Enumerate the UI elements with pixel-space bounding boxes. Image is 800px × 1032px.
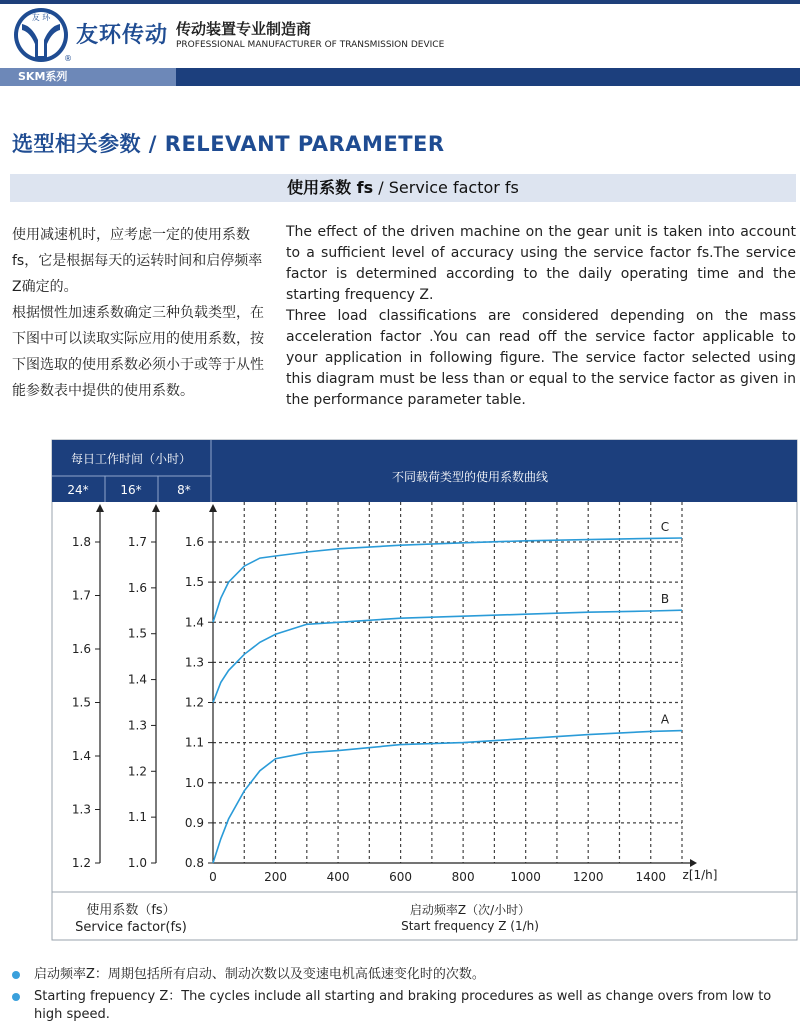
y-tick-label: 0.9 <box>184 815 204 830</box>
x-tick-label: 0 <box>209 870 217 884</box>
hours-8: 8* <box>177 483 191 497</box>
bullet-icon <box>12 993 20 1001</box>
y-tick-label: 1.8 <box>71 535 91 549</box>
y-tick-label: 1.4 <box>71 749 91 763</box>
footer-right-en: Start frequency Z (1/h) <box>401 919 539 933</box>
notes <box>12 966 800 1028</box>
x-tick-label: 400 <box>326 870 350 884</box>
hours-16: 16* <box>120 483 142 497</box>
x-tick-label: 200 <box>264 870 287 884</box>
x-axis-unit-label: z[1/h] <box>682 868 718 882</box>
hours-24: 24* <box>67 483 89 497</box>
y-tick-label: 1.3 <box>71 802 91 817</box>
y-tick-label: 1.7 <box>127 535 147 549</box>
x-tick-label: 600 <box>389 870 413 884</box>
intro-cn <box>12 222 270 404</box>
chart-frame <box>52 440 797 940</box>
subheading <box>10 174 796 202</box>
subheading-cn: 使用系数 fs <box>287 178 374 197</box>
registered-mark: ® <box>64 54 72 63</box>
intro-cn-paragraph: 根据惯性加速系数确定三种负载类型，在下图中可以读取实际应用的使用系数，按下图选取的使用系数必须小于或等于从性能参数表中提供的使用系数。 <box>12 305 264 399</box>
y-tick-label: 1.2 <box>127 764 147 779</box>
intro-en <box>286 222 796 411</box>
subheading-en: Service factor fs <box>388 178 519 197</box>
x-tick-label: 800 <box>451 870 475 884</box>
slogan-cn: 传动装置专业制造商 <box>176 20 312 38</box>
footer-left-en: Service factor(fs) <box>75 920 187 935</box>
y-tick-label: 1.2 <box>184 695 204 710</box>
series-label-a: A <box>660 712 670 727</box>
y-tick-label: 1.5 <box>71 695 91 710</box>
header-top-line <box>0 0 800 4</box>
bullet-icon <box>12 971 20 979</box>
x-tick-label: 1200 <box>572 870 604 884</box>
intro-en-paragraph: The effect of the driven machine on the gear unit is taken into account to a sufficient level of accuracy using the service factor fs.The service factor is determined according to the daily operating time and the starting frequency Z. <box>286 224 796 303</box>
y-tick-label: 1.5 <box>184 575 204 590</box>
series-label-b: B <box>660 592 670 607</box>
y-tick-label: 1.0 <box>184 775 204 790</box>
series-tab: SKM系列 <box>0 68 176 86</box>
brand-name: 友环传动 <box>76 23 169 48</box>
service-factor-chart <box>0 436 800 948</box>
y-tick-label: 1.4 <box>184 615 204 630</box>
y-tick-label: 1.6 <box>184 535 204 549</box>
y-tick-label: 1.1 <box>184 735 204 750</box>
note-text: 周期包括所有启动、制动次数以及变速电机高低速变化时的次数。 <box>107 967 485 982</box>
slogan-en: PROFESSIONAL MANUFACTURER OF TRANSMISSION DEVICE <box>176 40 445 50</box>
note-item <box>12 988 800 1024</box>
y-tick-label: 1.3 <box>127 718 147 733</box>
x-tick-label: 1400 <box>635 870 667 884</box>
footer-left-cn: 使用系数（fs） <box>86 903 176 918</box>
intro-en-paragraph: Three load classifications are considered depending on the mass acceleration factor .You can read off the service factor applicable to your application in following figure. The service factor selected using this diagram must be less than or equal to the service factor as given in the performance parameter table. <box>286 308 796 408</box>
section-title: 选型相关参数 / RELEVANT PARAMETER <box>12 132 445 156</box>
intro-cn-paragraph: 使用减速机时，应考虑一定的使用系数fs，它是根据每天的运转时间和启停频率Z确定的。 <box>12 227 263 295</box>
y-tick-label: 1.3 <box>184 655 204 670</box>
y-tick-label: 1.0 <box>127 856 147 870</box>
y-tick-label: 1.5 <box>127 626 147 641</box>
x-tick-label: 1000 <box>510 870 541 884</box>
y-tick-label: 0.8 <box>184 856 204 870</box>
daily-hours-header: 每日工作时间（小时） <box>70 452 192 466</box>
note-label: Starting frepuency Z： <box>34 989 182 1004</box>
y-tick-label: 1.4 <box>127 672 147 687</box>
y-tick-label: 1.7 <box>71 588 91 603</box>
company-logo <box>12 6 70 64</box>
note-item <box>12 966 800 984</box>
logo-text: 友 环 <box>31 13 51 22</box>
note-label: 启动频率Z： <box>34 967 108 982</box>
y-tick-label: 1.1 <box>127 810 147 825</box>
footer-right-cn: 启动频率Z（次/小时） <box>409 903 531 917</box>
subheading-separator: / <box>373 178 389 197</box>
series-label-c: C <box>660 519 670 534</box>
note-text: The cycles include all starting and braking procedures as well as change overs from low to high speed. <box>34 989 772 1022</box>
chart-header-title: 不同载荷类型的使用系数曲线 <box>391 470 549 484</box>
y-tick-label: 1.6 <box>71 642 91 656</box>
y-tick-label: 1.6 <box>127 580 147 595</box>
y-tick-label: 1.2 <box>71 856 91 870</box>
